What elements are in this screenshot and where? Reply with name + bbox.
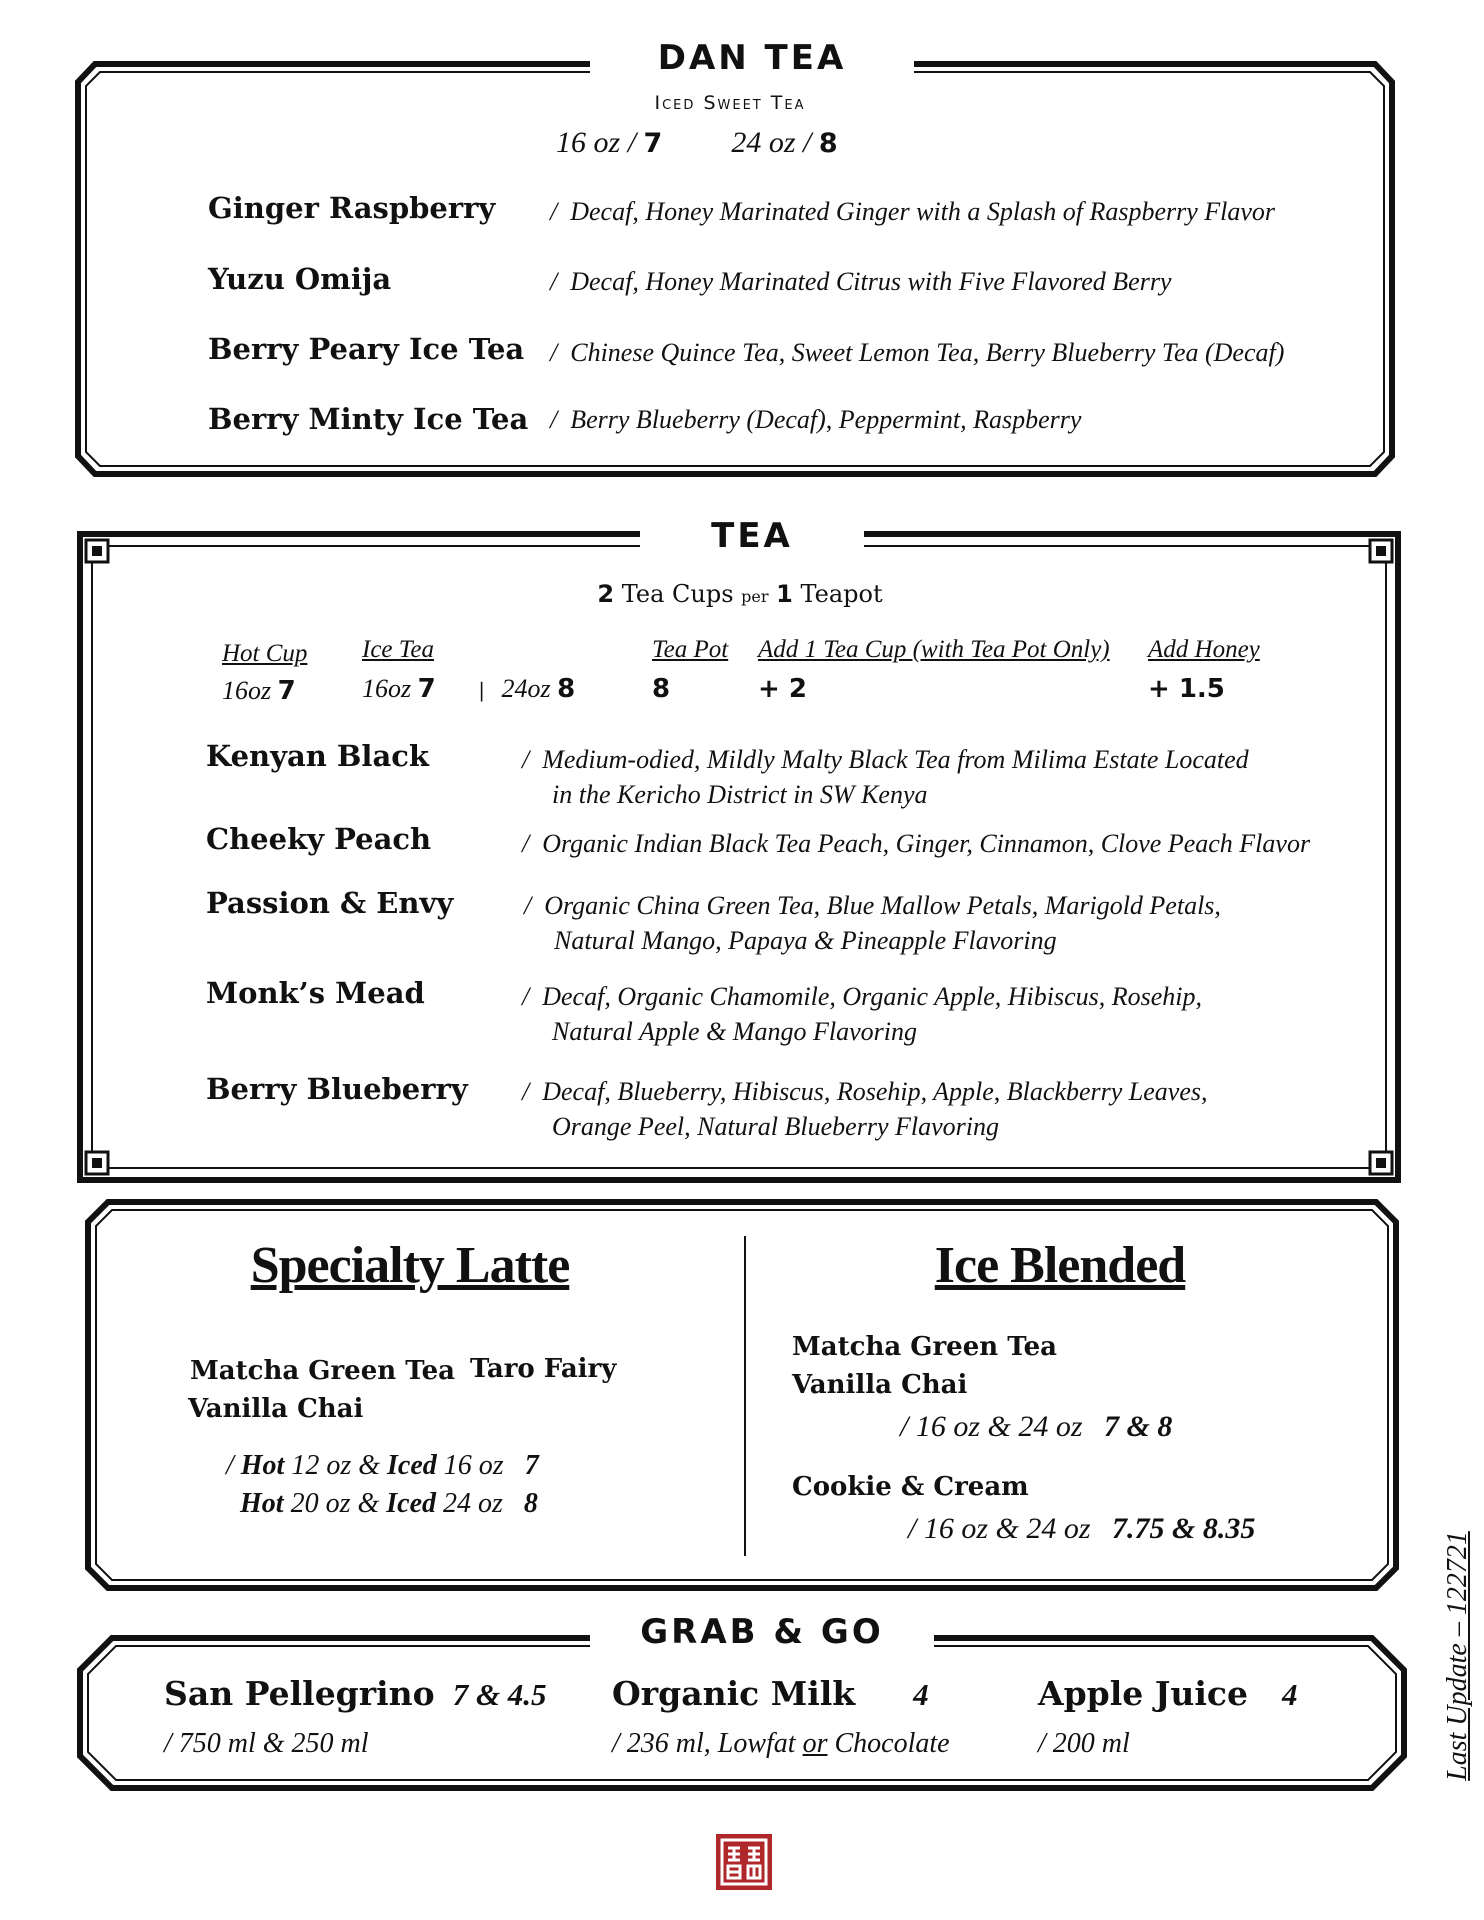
add-cup-label: Add 1 Tea Cup (with Tea Pot Only) (758, 636, 1110, 663)
dan-tea-price-16: 7 (643, 128, 663, 159)
grab-item-price: 4 (1282, 1677, 1298, 1712)
latte-item-taro: Taro Fairy (470, 1354, 617, 1384)
latte-price-1: 7 (524, 1450, 539, 1481)
grab-item-desc: / 200 ml (1038, 1728, 1130, 1759)
blended-item-matcha: Matcha Green Tea (792, 1332, 1057, 1362)
hot-cup-price: 7 (277, 676, 296, 706)
dan-tea-item-name: Ginger Raspberry (208, 191, 496, 225)
grab-item-pellegrino (164, 1674, 547, 1713)
ice-tea-price-24: 8 (557, 674, 576, 704)
grab-item-name: Apple Juice (1038, 1674, 1249, 1713)
add-honey-label: Add Honey (1148, 636, 1260, 663)
add-honey-price: + 1.5 (1148, 674, 1225, 704)
hot-cup-label: Hot Cup (222, 640, 308, 667)
grab-item-name: San Pellegrino (164, 1674, 435, 1713)
grab-item-milk (612, 1674, 929, 1713)
latte-price-line-1: / Hot 12 oz & Iced 16 oz 7 (226, 1450, 539, 1481)
latte-price-2: 8 (523, 1488, 538, 1519)
blended-item-cookie: Cookie & Cream (792, 1472, 1029, 1502)
tea-item-name: Kenyan Black (206, 739, 429, 773)
tea-pot-label: Teapot (800, 580, 883, 608)
blended-item-chai: Vanilla Chai (792, 1370, 968, 1400)
tea-title: TEA (640, 516, 864, 556)
tea-item-desc: / Organic Indian Black Tea Peach, Ginger, Cinnamon, Clove Peach Flavor (522, 829, 1311, 858)
dan-tea-item-desc: / Berry Blueberry (Decaf), Peppermint, Raspberry (550, 405, 1082, 434)
ice-tea-label: Ice Tea (362, 636, 434, 663)
grab-item-apple-juice (1038, 1674, 1298, 1713)
tea-item-desc: / Decaf, Organic Chamomile, Organic Apple, Hibiscus, Rosehip, Natural Apple & Mango Flavoring (522, 982, 1203, 1046)
tea-item-desc: / Organic China Green Tea, Blue Mallow Petals, Marigold Petals, Natural Mango, Papaya & Pineapple Flavoring (524, 891, 1221, 955)
grab-item-price: 4 (913, 1677, 929, 1712)
ice-blended-title: Ice Blended (934, 1237, 1186, 1294)
tea-pot-count: 1 (776, 580, 793, 608)
dan-tea-item-name: Berry Minty Ice Tea (208, 402, 529, 436)
tea-cups-label: Tea Cups (621, 580, 734, 608)
dan-tea-item-desc: / Chinese Quince Tea, Sweet Lemon Tea, Berry Blueberry Tea (Decaf) (550, 338, 1285, 367)
hot-cup-price-row: 16oz 7 (222, 676, 296, 706)
grab-item-name: Organic Milk (612, 1674, 856, 1713)
grab-item-desc: / 750 ml & 250 ml (164, 1728, 369, 1759)
add-cup-price: + 2 (758, 674, 807, 704)
tea-item-desc: / Decaf, Blueberry, Hibiscus, Rosehip, Apple, Blackberry Leaves, Orange Peel, Natural Blueberry Flavoring (522, 1077, 1208, 1141)
ice-tea-price-16: 7 (417, 674, 436, 704)
dan-tea-item-name: Berry Peary Ice Tea (208, 332, 525, 366)
blended-price-line-1: / 16 oz & 24 oz 7 & 8 (900, 1410, 1173, 1443)
blended-prices-2: 7.75 & 8.35 (1112, 1512, 1256, 1545)
blended-prices-1: 7 & 8 (1104, 1410, 1173, 1443)
dan-tea-item-desc: / Decaf, Honey Marinated Ginger with a Splash of Raspberry Flavor (550, 197, 1276, 226)
dan-tea-title: DAN TEA (590, 38, 914, 78)
tea-pot-price: 8 (652, 674, 671, 704)
tea-cups-count: 2 (597, 580, 615, 608)
grab-go-title: GRAB & GO (590, 1612, 934, 1652)
latte-price-line-2: Hot 20 oz & Iced 24 oz 8 (240, 1488, 538, 1519)
tea-item-name: Passion & Envy (206, 886, 454, 920)
dan-tea-item-name: Yuzu Omija (208, 262, 392, 296)
brand-seal-logo (716, 1834, 772, 1890)
tea-per: per (741, 587, 769, 606)
dan-tea-price-24: 8 (818, 128, 838, 159)
seal-icon (716, 1834, 772, 1890)
dan-tea-sizes: 16 oz / 7 24 oz / 8 (556, 126, 838, 159)
last-update-note: Last Update – 122721 (1442, 1531, 1473, 1781)
tea-item-name: Berry Blueberry (206, 1072, 468, 1106)
latte-item-matcha: Matcha Green Tea (190, 1356, 455, 1386)
tea-pot-label: Tea Pot (652, 636, 729, 663)
dan-tea-size-16: 16 oz (556, 126, 621, 159)
blended-price-line-2: / 16 oz & 24 oz 7.75 & 8.35 (908, 1512, 1256, 1545)
dan-tea-subtitle: Iced Sweet Tea (654, 92, 806, 114)
grab-item-desc: / 236 ml, Lowfat or Chocolate (612, 1728, 950, 1759)
grab-item-price: 7 & 4.5 (452, 1677, 547, 1712)
latte-item-chai: Vanilla Chai (188, 1394, 364, 1424)
dan-tea-item-desc: / Decaf, Honey Marinated Citrus with Five Flavored Berry (550, 267, 1172, 296)
specialty-latte-title: Specialty Latte (250, 1237, 570, 1294)
tea-item-name: Cheeky Peach (206, 822, 432, 856)
tea-item-desc: / Medium-odied, Mildly Malty Black Tea from Milima Estate Located in the Kericho District in SW Kenya (522, 745, 1249, 809)
dan-tea-size-24: 24 oz (731, 126, 796, 159)
tea-item-name: Monk’s Mead (206, 976, 425, 1010)
ice-tea-price-row: 16oz 7 | 24oz 8 (362, 674, 576, 704)
